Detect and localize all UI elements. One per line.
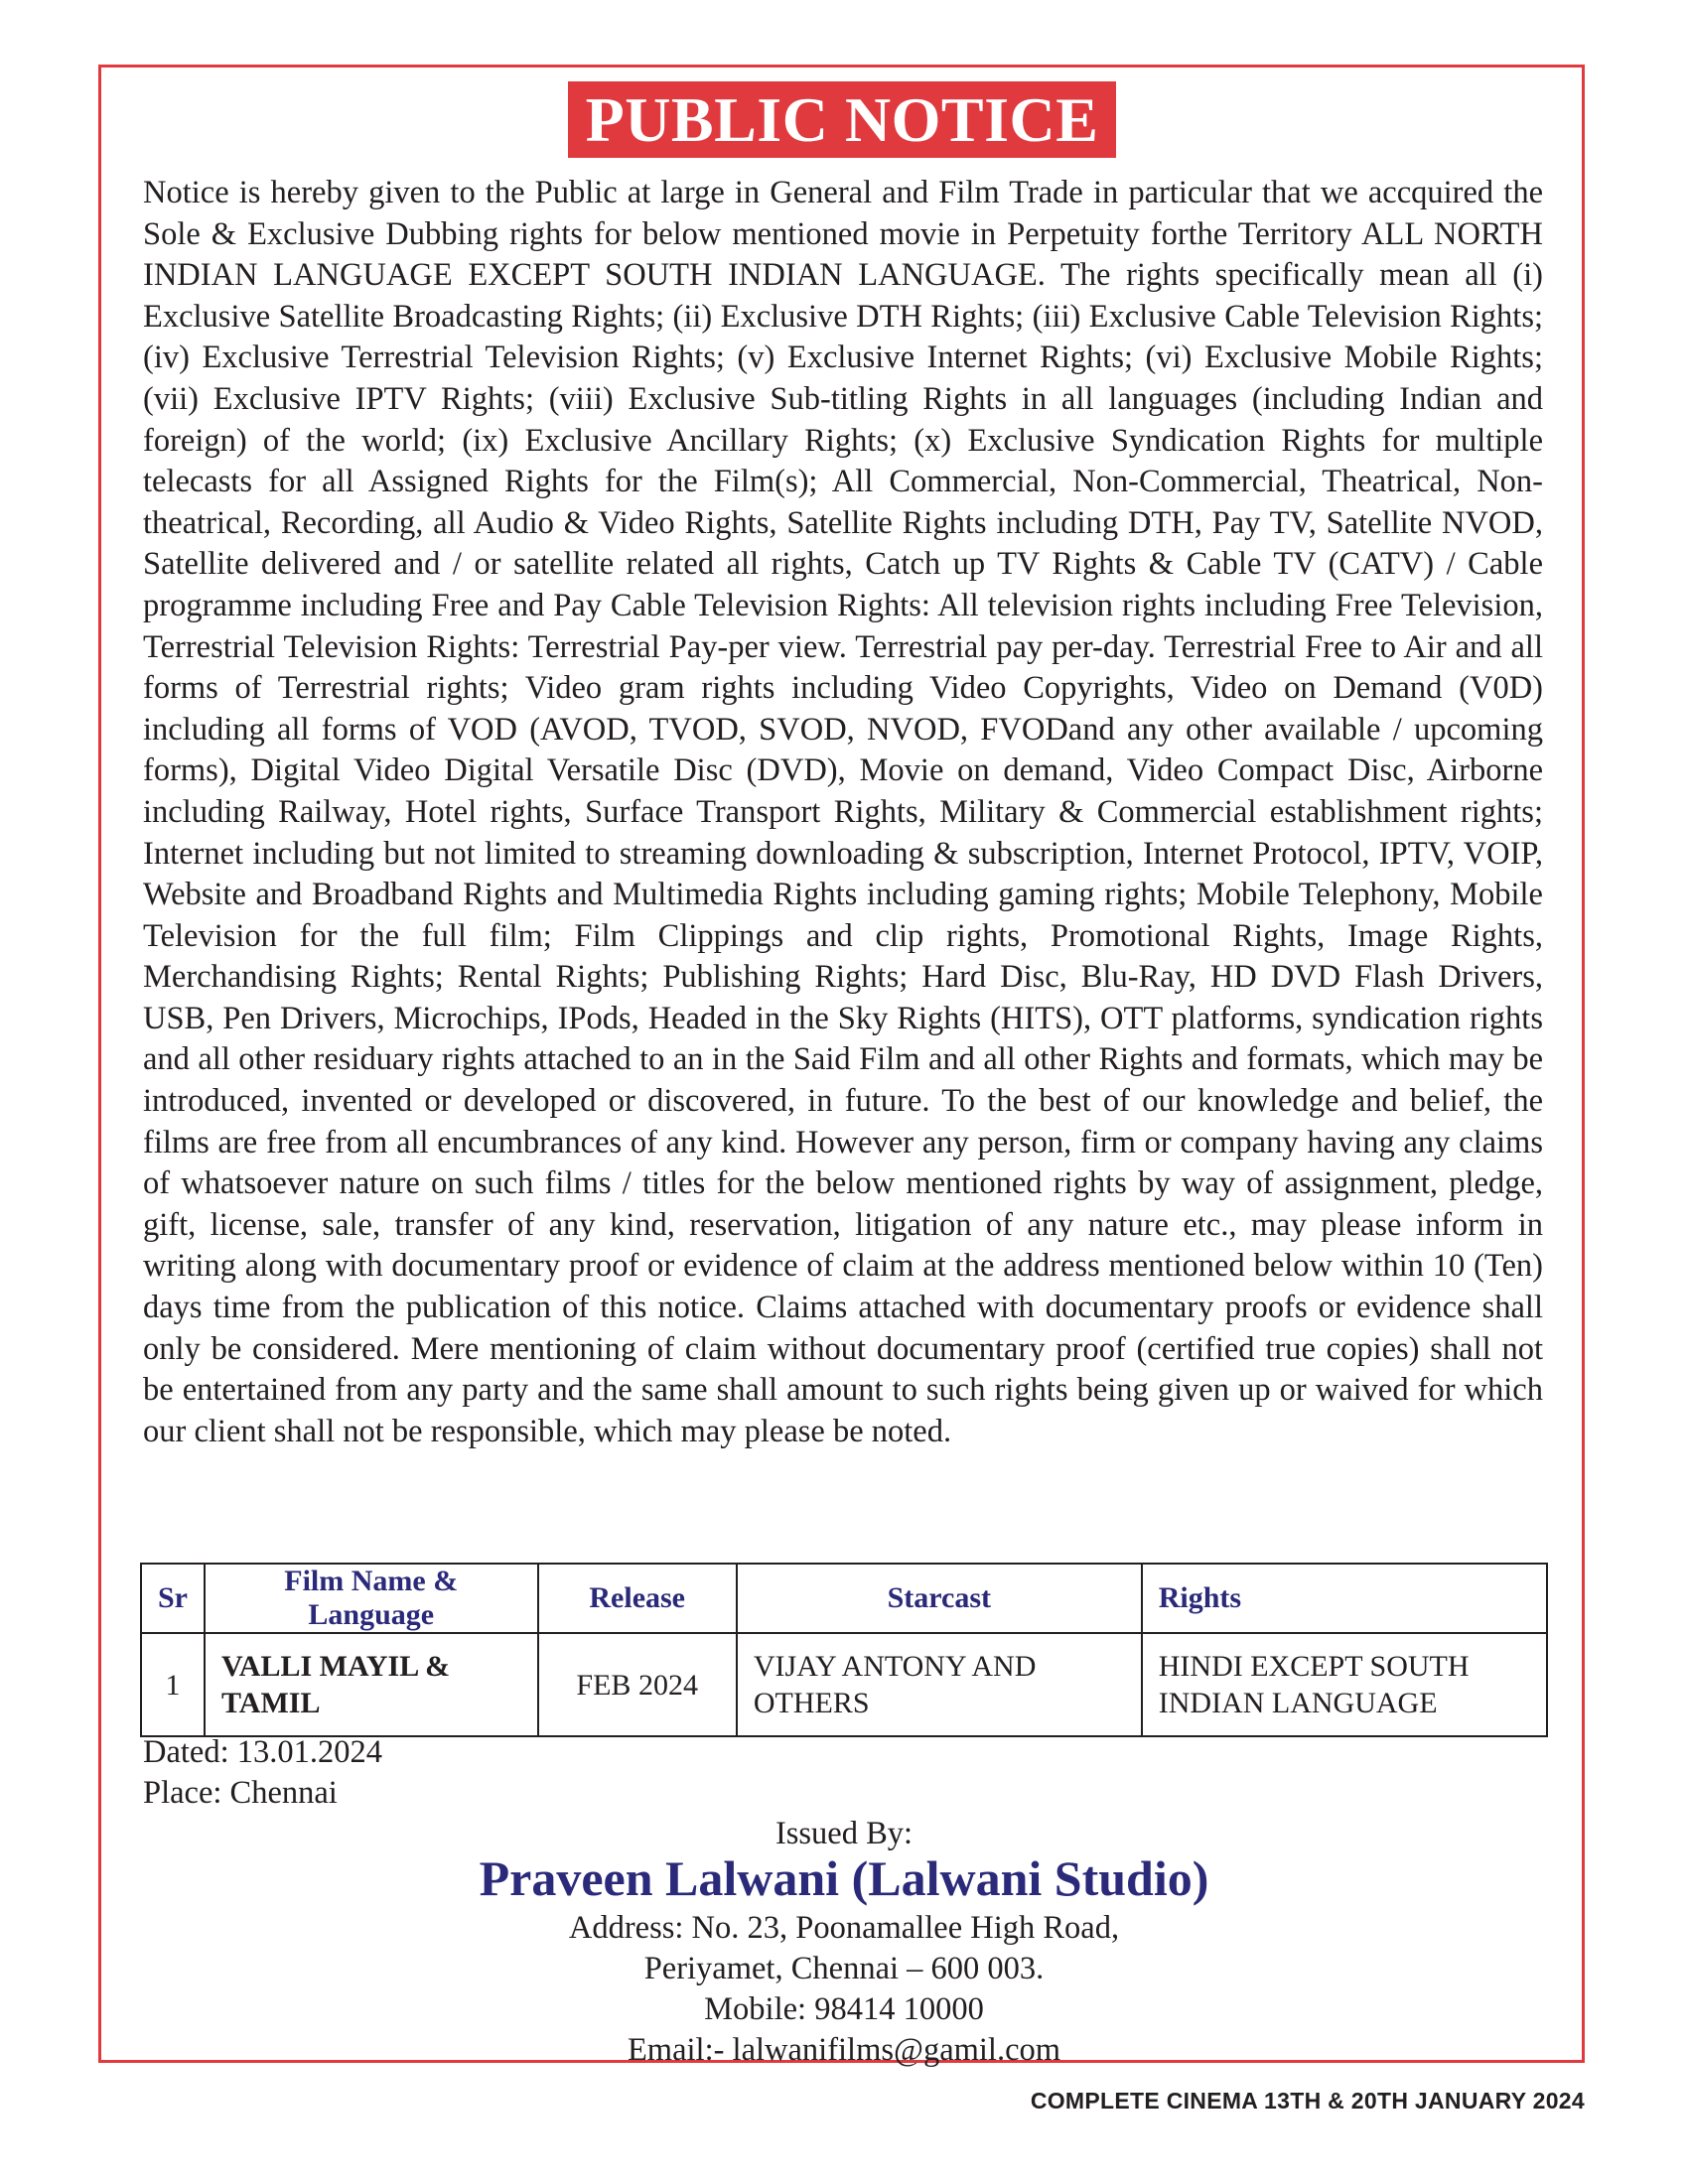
header-film-name: Film Name & Language <box>205 1564 538 1633</box>
header-sr: Sr <box>141 1564 205 1633</box>
address-line-1: Address: No. 23, Poonamallee High Road, <box>568 1910 1120 1946</box>
header-rights: Rights <box>1142 1564 1547 1633</box>
starcast-line-1: VIJAY ANTONY AND <box>753 1650 1037 1683</box>
publication-footer: COMPLETE CINEMA 13TH & 20TH JANUARY 2024 <box>1030 2088 1585 2114</box>
header-release: Release <box>538 1564 737 1633</box>
film-name-line: VALLI MAYIL & <box>221 1650 451 1683</box>
place-line: Place: Chennai <box>143 1775 338 1811</box>
issuer-name: Praveen Lalwani (Lalwani Studio) <box>479 1850 1209 1906</box>
cell-film-name <box>205 1633 538 1736</box>
cell-rights <box>1142 1633 1547 1736</box>
rights-line-1: HINDI EXCEPT SOUTH <box>1158 1650 1470 1683</box>
cell-sr: 1 <box>141 1633 205 1736</box>
header-starcast: Starcast <box>737 1564 1142 1633</box>
email-line: Email:- lalwanifilms@gamil.com <box>627 2032 1061 2068</box>
table-row <box>141 1633 1547 1736</box>
rights-line-2: INDIAN LANGUAGE <box>1158 1687 1438 1719</box>
films-table <box>140 1563 1548 1737</box>
film-language-line: TAMIL <box>221 1687 321 1719</box>
mobile-line: Mobile: 98414 10000 <box>704 1991 984 2027</box>
issued-by-label: Issued By: <box>774 1816 914 1851</box>
table-header-row <box>141 1564 1547 1633</box>
cell-starcast <box>737 1633 1142 1736</box>
notice-body: Notice is hereby given to the Public at large in General and Film Trade in particular that we accquired the Sole & Exclusive Dubbing rights for below mentioned movie in Perpetuity forthe Territory ALL NORTH INDIAN LANGUAGE EXCEPT SOUTH INDIAN LANGUAGE. The rights specifically mean all (i) Exclusive Satellite Broadcasting Rights; (ii) Exclusive DTH Rights; (iii) Exclusive Cable Television Rights; (iv) Exclusive Terrestrial Television Rights; (v) Exclusive Internet Rights; (vi) Exclusive Mobile Rights; (vii) Exclusive IPTV Rights; (viii) Exclusive Sub-titling Rights in all languages (including Indian and foreign) of the world; (ix) Exclusive Ancillary Rights; (x) Exclusive Syndication Rights for multiple telecasts for all Assigned Rights for the Film(s); All Commercial, Non-Commercial, Theatrical, Non-theatrical, Recording, all Audio & Video Rights, Satellite Rights including DTH, Pay TV, Satellite NVOD, Satellite delivered and / or satellite related all rights, Catch up TV Rights & Cable TV (CATV) / Cable programme including Free and Pay Cable Television Rights: All television rights including Free Television, Terrestrial Television Rights: Terrestrial Pay-per view. Terrestrial pay per-day. Terrestrial Free to Air and all forms of Terrestrial rights; Video gram rights including Video Copyrights, Video on Demand (V0D) including all forms of VOD (AVOD, TVOD, SVOD, NVOD, FVODand any other available / upcoming forms), Digital Video Digital Versatile Disc (DVD), Movie on demand, Video Compact Disc, Airborne including Railway, Hotel rights, Surface Transport Rights, Military & Commercial establishment rights; Internet including but not limited to streaming downloading & subscription, Internet Protocol, IPTV, VOIP, Website and Broadband Rights and Multimedia Rights including gaming rights; Mobile Telephony, Mobile Television for the full film; Film Clippings and clip rights, Promotional Rights, Image Rights, Merchandising Rights; Rental Rights; Publishing Rights; Hard Disc, Blu-Ray, HD DVD Flash Drivers, USB, Pen Drivers, Microchips, IPods, Headed in the Sky Rights (HITS), OTT platforms, syndication rights and all other residuary rights attached to an in the Said Film and all other Rights and formats, which may be introduced, invented or developed or discovered, in future. To the best of our knowledge and belief, the films are free from all encumbrances of any kind. However any person, firm or company having any claims of whatsoever nature on such films / titles for the below mentioned rights by way of assignment, pledge, gift, license, sale, transfer of any kind, reservation, litigation of any nature etc., may please inform in writing along with documentary proof or evidence of claim at the address mentioned below within 10 (Ten) days time from the publication of this notice. Claims attached with documentary proofs or evidence shall only be considered. Mere mentioning of claim without documentary proof (certified true copies) shall not be entertained from any party and the same shall amount to such rights being given up or waived for which our client shall not be responsible, which may please be noted. <box>143 175 1543 1449</box>
cell-release: FEB 2024 <box>538 1633 737 1736</box>
notice-title: PUBLIC NOTICE <box>568 81 1116 158</box>
starcast-line-2: OTHERS <box>753 1687 870 1719</box>
address-line-2: Periyamet, Chennai – 600 003. <box>643 1951 1045 1986</box>
dated-line: Dated: 13.01.2024 <box>143 1734 383 1770</box>
